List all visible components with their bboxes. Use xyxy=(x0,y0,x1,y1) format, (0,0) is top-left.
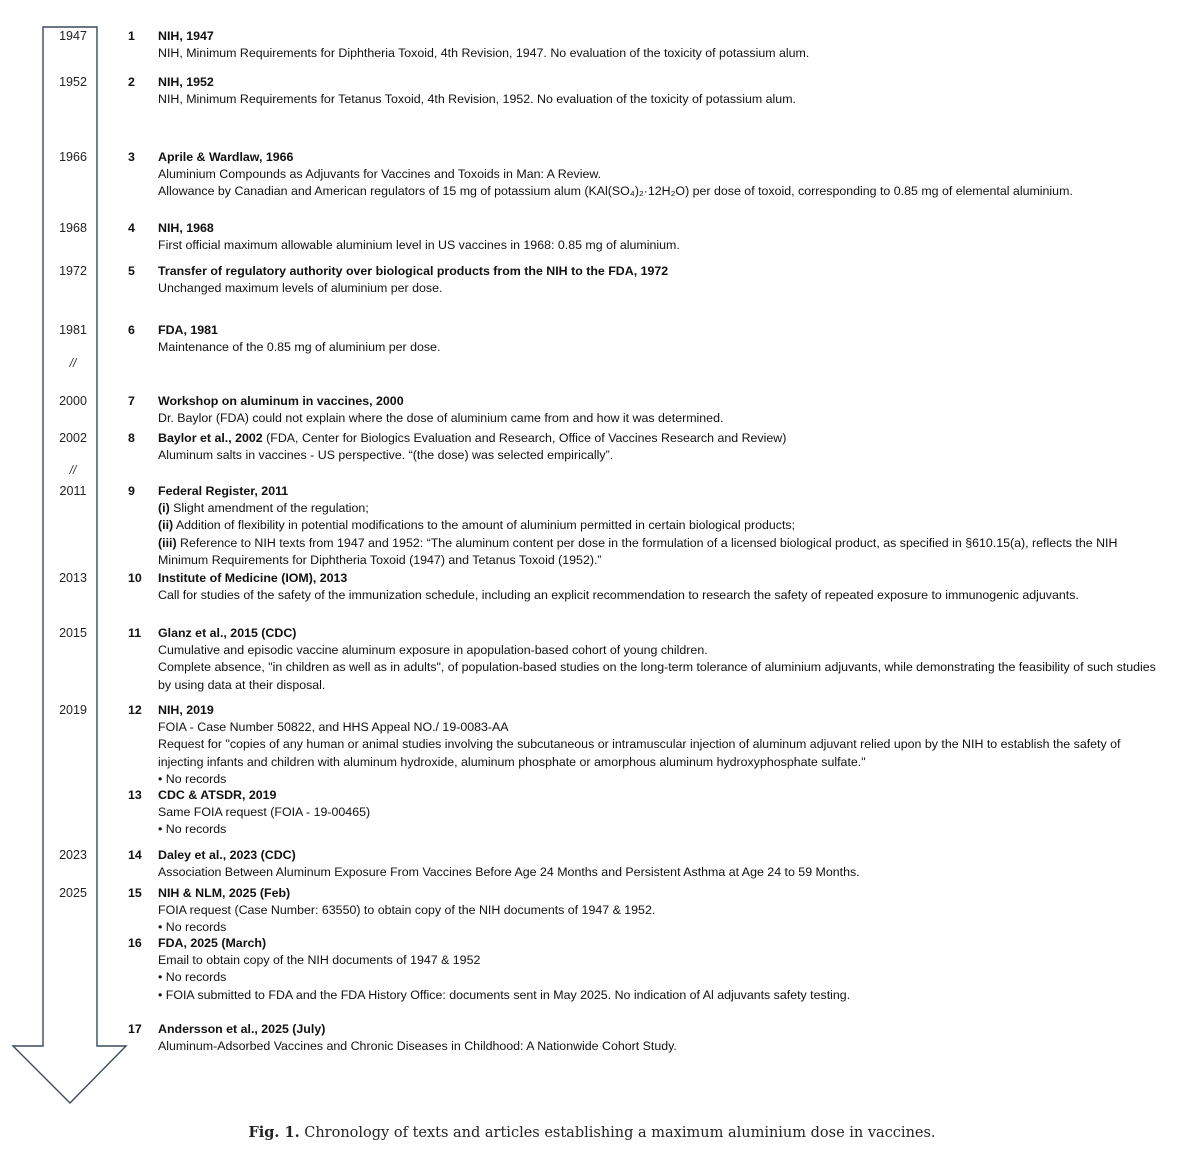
event-title: Federal Register, 2011 xyxy=(158,484,289,498)
timeline-event xyxy=(128,74,1168,108)
timeline-event xyxy=(128,787,1168,839)
event-description-text: • No records xyxy=(158,771,227,786)
event-description xyxy=(158,969,1168,986)
event-title: Andersson et al., 2025 (July) xyxy=(158,1022,326,1036)
event-description-text: • No records xyxy=(158,920,227,935)
event-description xyxy=(158,91,1168,108)
event-description-text: Reference to NIH texts from 1947 and 1952: “The aluminum content per dose in the formulation of a licensed biological product, as specified in §610.15(a), reflects the NIH Minimum Requirements for Diphtheria Toxoid (1947) and Tetanus Toxoid (1952).” xyxy=(158,535,1118,567)
timeline-arrow xyxy=(0,0,140,1110)
event-description xyxy=(158,280,1168,297)
event-title: Institute of Medicine (IOM), 2013 xyxy=(158,571,348,585)
event-description-text: FOIA request (Case Number: 63550) to obtain copy of the NIH documents of 1947 & 1952. xyxy=(158,903,656,918)
timeline-event xyxy=(128,393,1168,427)
timeline-event xyxy=(128,322,1168,356)
event-description-text: Maintenance of the 0.85 mg of aluminium per dose. xyxy=(158,340,441,355)
event-title: NIH, 1952 xyxy=(158,75,214,89)
event-number: 4 xyxy=(128,221,135,235)
event-description xyxy=(158,987,1168,1004)
event-description-text: NIH, Minimum Requirements for Diphtheria Toxoid, 4th Revision, 1947. No evaluation of the toxicity of potassium alum. xyxy=(158,46,810,61)
event-description-text: Unchanged maximum levels of aluminium per dose. xyxy=(158,281,443,296)
event-title: Daley et al., 2023 (CDC) xyxy=(158,848,296,862)
event-description-text: Dr. Baylor (FDA) could not explain where the dose of aluminium came from and how it was determined. xyxy=(158,411,724,426)
event-description xyxy=(158,659,1168,693)
event-description-text: Cumulative and episodic vaccine aluminum exposure in apopulation-based cohort of young children. xyxy=(158,643,708,658)
event-number: 13 xyxy=(128,788,142,802)
event-description-text: First official maximum allowable aluminium level in US vaccines in 1968: 0.85 mg of aluminium. xyxy=(158,238,680,253)
event-title: NIH & NLM, 2025 (Feb) xyxy=(158,886,291,900)
year-label-1968: 1968 xyxy=(59,221,87,235)
event-title: Baylor et al., 2002 xyxy=(158,431,263,445)
event-description xyxy=(158,864,1168,881)
event-title: Aprile & Wardlaw, 1966 xyxy=(158,150,294,164)
event-title-suffix: (FDA, Center for Biologics Evaluation and Research, Office of Vaccines Research and Review) xyxy=(262,431,787,445)
timeline-event xyxy=(128,702,1168,788)
timeline-event xyxy=(128,847,1168,881)
year-label-2019: 2019 xyxy=(59,703,87,717)
event-description-text: • FOIA submitted to FDA and the FDA History Office: documents sent in May 2025. No indication of Al adjuvants safety testing. xyxy=(158,987,851,1002)
event-description-text: Addition of flexibility in potential modifications to the amount of aluminium permitted in certain biological products; xyxy=(173,518,796,533)
timeline-event xyxy=(128,28,1168,62)
event-description-text: Same FOIA request (FOIA - 19-00465) xyxy=(158,805,371,820)
event-description-text: Association Between Aluminum Exposure From Vaccines Before Age 24 Months and Persistent Asthma at Age 24 to 59 Months. xyxy=(158,865,860,880)
event-title: Glanz et al., 2015 (CDC) xyxy=(158,626,297,640)
event-number: 8 xyxy=(128,431,135,445)
year-label-1952: 1952 xyxy=(59,75,87,89)
event-description-text: Aluminium Compounds as Adjuvants for Vaccines and Toxoids in Man: A Review. xyxy=(158,167,602,182)
event-description-text: Email to obtain copy of the NIH documents of 1947 & 1952 xyxy=(158,953,481,968)
event-description-text: • No records xyxy=(158,822,227,837)
event-description-text: Call for studies of the safety of the immunization schedule, including an explicit recommendation to research the safety of repeated exposure to immunogenic adjuvants. xyxy=(158,588,1079,603)
year-label-2000: 2000 xyxy=(59,394,87,408)
timeline-event xyxy=(128,483,1168,569)
event-description xyxy=(158,642,1168,659)
event-number: 14 xyxy=(128,848,142,862)
figure-caption xyxy=(0,1124,1184,1141)
timeline-arrow-outline xyxy=(13,27,126,1103)
event-description xyxy=(158,183,1168,200)
year-label-2025: 2025 xyxy=(59,886,87,900)
event-description-text: Request for "copies of any human or animal studies involving the subcutaneous or intramuscular injection of aluminum adjuvant relied upon by the NIH to establish the safety of injecting infants and children with aluminum hydroxide, aluminum phosphate or amorphous aluminum hydroxyphosphate sulfate." xyxy=(158,737,1121,769)
event-description xyxy=(158,237,1168,254)
event-description xyxy=(158,587,1168,604)
event-title: NIH, 2019 xyxy=(158,703,214,717)
timeline-event xyxy=(128,1021,1168,1055)
timeline-event xyxy=(128,263,1168,297)
event-number: 17 xyxy=(128,1022,142,1036)
year-label-2023: 2023 xyxy=(59,848,87,862)
event-description-text: Complete absence, "in children as well as in adults", of population-based studies on the long-term tolerance of aluminium adjuvants, while demonstrating the feasibility of such studies by using data at their disposal. xyxy=(158,660,1156,692)
event-description xyxy=(158,45,1168,62)
event-description xyxy=(158,166,1168,183)
event-title: CDC & ATSDR, 2019 xyxy=(158,788,277,802)
timeline-event xyxy=(128,220,1168,254)
timeline-event xyxy=(128,625,1168,694)
event-title: FDA, 2025 (March) xyxy=(158,936,267,950)
year-label-2015: 2015 xyxy=(59,626,87,640)
event-description-text: NIH, Minimum Requirements for Tetanus Toxoid, 4th Revision, 1952. No evaluation of the toxicity of potassium alum. xyxy=(158,92,796,107)
event-description xyxy=(158,719,1168,736)
event-number: 7 xyxy=(128,394,135,408)
event-title: NIH, 1968 xyxy=(158,221,214,235)
event-number: 1 xyxy=(128,29,135,43)
caption-label: Fig. 1. xyxy=(248,1124,300,1141)
event-description-text: Aluminum salts in vaccines - US perspective. “(the dose) was selected empirically”. xyxy=(158,448,614,463)
event-title: FDA, 1981 xyxy=(158,323,218,337)
event-number: 3 xyxy=(128,150,135,164)
year-label-2011: 2011 xyxy=(59,484,87,498)
timeline-event xyxy=(128,430,1168,464)
event-title: Transfer of regulatory authority over biological products from the NIH to the FDA, 1972 xyxy=(158,264,669,278)
event-description-text: Allowance by Canadian and American regulators of 15 mg of potassium alum (KAl(SO₄)₂·12H₂O) per dose of toxoid, corresponding to 0.85 mg of elemental aluminium. xyxy=(158,184,1073,199)
timeline-event xyxy=(128,570,1168,604)
timeline-gap-mark: // xyxy=(69,463,77,477)
event-description xyxy=(158,821,1168,838)
event-description xyxy=(158,1038,1168,1055)
event-list-marker: (i) xyxy=(158,501,170,516)
event-description-text: Slight amendment of the regulation; xyxy=(169,501,369,516)
event-number: 9 xyxy=(128,484,135,498)
event-description xyxy=(158,902,1168,919)
event-number: 6 xyxy=(128,323,135,337)
event-description-text: Aluminum-Adsorbed Vaccines and Chronic Diseases in Childhood: A Nationwide Cohort Study. xyxy=(158,1039,677,1054)
event-description xyxy=(158,500,1168,517)
event-list-marker: (ii) xyxy=(158,518,174,533)
caption-text: Chronology of texts and articles establishing a maximum aluminium dose in vaccines. xyxy=(304,1125,936,1141)
event-description-text: • No records xyxy=(158,970,227,985)
event-description xyxy=(158,535,1168,569)
timeline-event xyxy=(128,885,1168,937)
event-number: 16 xyxy=(128,936,142,950)
event-number: 15 xyxy=(128,886,142,900)
event-number: 12 xyxy=(128,703,142,717)
year-label-2013: 2013 xyxy=(59,571,87,585)
timeline-event xyxy=(128,149,1168,201)
event-description xyxy=(158,517,1168,534)
event-description xyxy=(158,410,1168,427)
event-description xyxy=(158,736,1168,770)
event-description xyxy=(158,771,1168,788)
year-label-1966: 1966 xyxy=(59,150,87,164)
timeline-gap-mark: // xyxy=(69,356,77,370)
year-label-1947: 1947 xyxy=(59,29,87,43)
event-description xyxy=(158,804,1168,821)
year-label-1981: 1981 xyxy=(59,323,87,337)
event-description xyxy=(158,952,1168,969)
event-number: 5 xyxy=(128,264,135,278)
event-description xyxy=(158,447,1168,464)
year-label-1972: 1972 xyxy=(59,264,87,278)
timeline-event xyxy=(128,935,1168,1004)
event-number: 10 xyxy=(128,571,142,585)
event-title: Workshop on aluminum in vaccines, 2000 xyxy=(158,394,404,408)
event-number: 2 xyxy=(128,75,135,89)
event-list-marker: (iii) xyxy=(158,535,177,550)
year-label-2002: 2002 xyxy=(59,431,87,445)
event-title: NIH, 1947 xyxy=(158,29,214,43)
event-description xyxy=(158,339,1168,356)
event-description-text: FOIA - Case Number 50822, and HHS Appeal NO./ 19-0083-AA xyxy=(158,720,509,735)
event-number: 11 xyxy=(128,626,142,640)
